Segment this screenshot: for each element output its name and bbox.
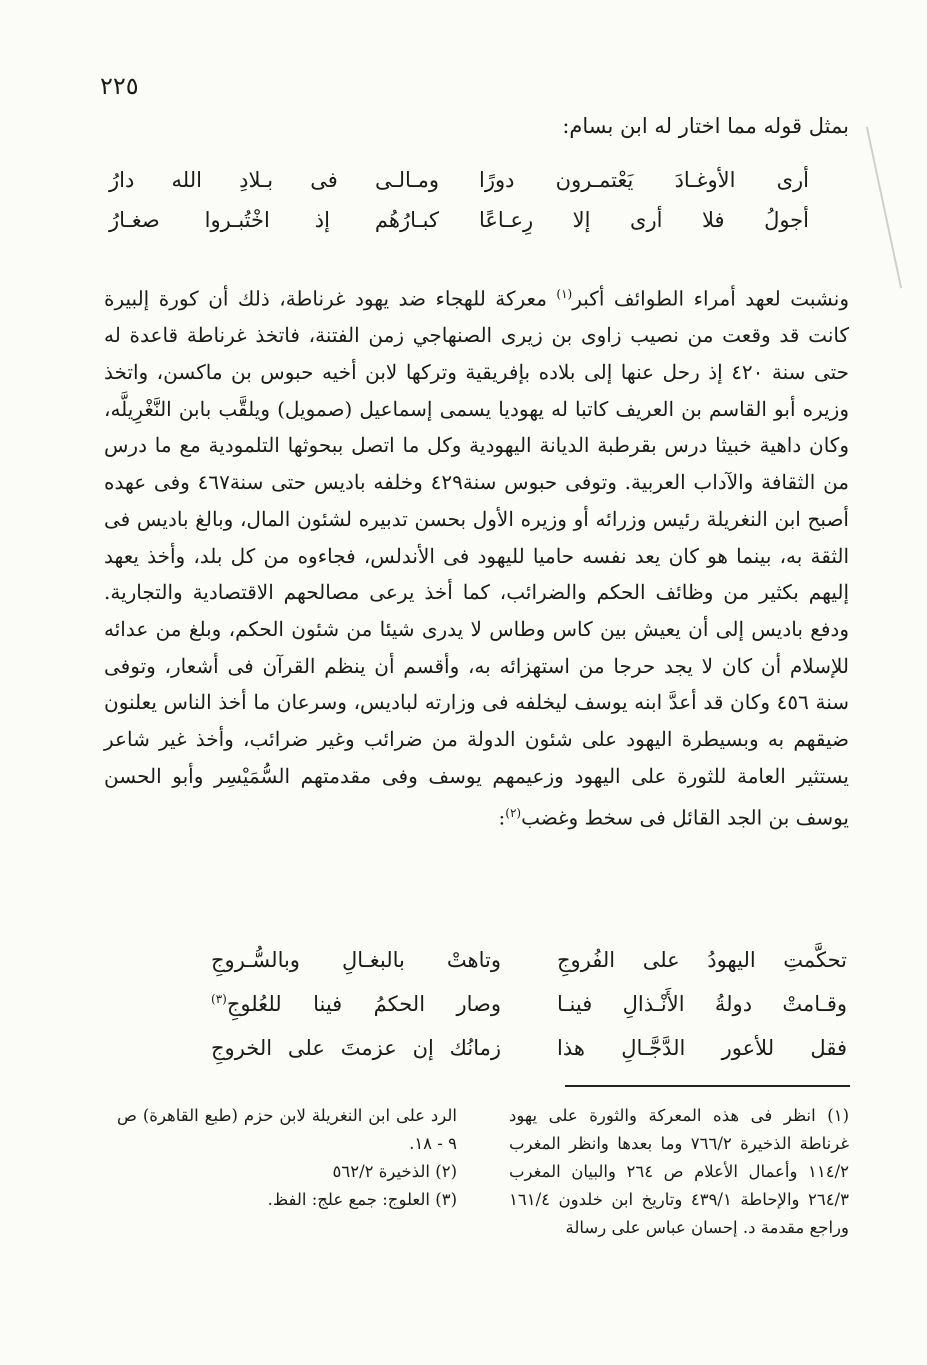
footnotes-left-column <box>117 1102 457 1214</box>
verse-hemistich-second: كبـارُهُم إذ اخْتُبـروا صغـارُ <box>109 208 439 232</box>
verse-hemistich-second: زمانُك إن عزمتَ على الخروجِ <box>211 1036 501 1060</box>
page-number: ٢٢٥ <box>100 72 139 100</box>
margin-scratch-mark <box>866 127 902 289</box>
verse-line <box>109 160 809 200</box>
footnote-ref-3: (٣) <box>211 992 227 1006</box>
verse-block-2 <box>137 938 847 1070</box>
verse-hemistich-first: تحكَّمتِ اليهودُ على الفُروجِ <box>557 948 847 972</box>
verse-line <box>109 200 809 240</box>
verse-line <box>137 1026 847 1070</box>
verse-hemistich-first: أجولُ فلا أرى إلا رِعـاعًا <box>479 208 809 232</box>
footnote-ref-2: (٢) <box>505 805 522 820</box>
body-paragraph <box>104 276 849 836</box>
verse-hemistich-first: أرى الأوغـادَ يَعْتمـرون دورًا <box>479 168 809 192</box>
verse-hemistich-second <box>211 992 501 1016</box>
verse-hemistich-second: ومـالـى فى بـلادِ الله دارُ <box>109 168 439 192</box>
footnote-2: (٢) الذخيرة ٥٦٢/٢ <box>332 1162 457 1181</box>
footnote-3: (٣) العلوج: جمع علج: الفظ. <box>267 1190 457 1209</box>
footnote-1: (١) انظر فى هذه المعركة والثورة على يهود غرناطة الذخيرة ٧٦٦/٢ وما بعدها وانظر المغرب ١١٤/٢ وأعمال الأعلام ص ٢٦٤ والبيان المغرب ٢٦٤/٣ والإحاطة ٤٣٩/١ وتاريخ ابن خلدون ١٦١/٤ وراجع مقدمة د. إحسان عباس على رسالة <box>509 1106 849 1237</box>
verse-hemistich-second: وتاهتْ بالبغـالِ وبالسُّـروجِ <box>211 948 501 972</box>
verse-block-1 <box>109 160 809 240</box>
body-text-main: معركة للهجاء ضد يهود غرناطة، ذلك أن كورة إلبيرة كانت قد وقعت من نصيب زاوى بن زيرى الصنهاجي زمن الفتنة، فاتخذ غرناطة قاعدة له حتى سنة ٤٢٠ إذ رحل عنها إلى بلاده بإفريقية وتركها لابن أخيه حبوس بن ماكسن، واتخذ وزيره أبو القاسم بن العريف كاتبا له يهوديا يسمى إسماعيل (صمويل) ويلقَّب بابن النَّغْرِيلَّه، وكان داهية خبيثا درس بقرطبة الديانة اليهودية وكل ما اتصل ببحوثها التلمودية مع ما درس من الثقافة والآداب العربية. وتوفى حبوس سنة٤٢٩ وخلفه باديس حتى سنة٤٦٧ وفى عهده أصبح ابن النغريلة رئيس وزرائه أو وزيره الأول بحسن تدبيره لشئون المال، وبالغ باديس فى الثقة به، بينما هو كان يعد نفسه حاميا لليهود فى الأندلس، فجاءوه من كل بلد، وأخذ يعهد إليهم بكثير من وظائف الحكم والضرائب، كما أخذ يرعى مصالحهم الاقتصادية والتجارية. ودفع باديس إلى أن يعيش بين كاس وطاس لا يدرى شيئا من شئون الحكم، وبلغ من عدائه للإسلام أن كان لا يجد حرجا من استهزائه به، وأقسم أن ينظم القرآن فى أشعار، وتوفى سنة ٤٥٦ وكان قد أعدَّ ابنه يوسف ليخلفه فى وزارته لباديس، وسرعان ما أخذ الناس يعلنون ضيقهم به وبسيطرة اليهود على شئون الدولة من ضرائب وغير ضرائب، وأخذ غير شاعر يستثير العامة للثورة على اليهود وزعيمهم يوسف وفى مقدمتهم السُّمَيْسِر وأبو الحسن يوسف بن الجد القائل فى سخط وغضب <box>104 286 850 830</box>
footnote-1-continued: الرد على ابن النغريلة لابن حزم (طبع القاهرة) ص ٩ - ١٨. <box>117 1106 457 1153</box>
verse-hemistich-first: وقـامتْ دولةُ الأَنْـذالِ فينـا <box>557 992 847 1016</box>
verse-line <box>137 982 847 1026</box>
verse-hemistich-first: فقل للأعور الدَّجَّـالِ هذا <box>557 1036 847 1060</box>
footnote-ref-1: (١) <box>556 287 573 301</box>
intro-line: بمثل قوله مما اختار له ابن بسام: <box>562 114 849 138</box>
footnotes-right-column <box>509 1102 849 1242</box>
body-text-end: : <box>498 805 506 830</box>
body-text-start: ونشبت لعهد أمراء الطوائف أكبر <box>572 286 849 311</box>
footnote-separator <box>565 1085 850 1087</box>
verse-text: وصار الحكمُ فينا للعُلوجِ <box>226 992 501 1016</box>
verse-line <box>137 938 847 982</box>
